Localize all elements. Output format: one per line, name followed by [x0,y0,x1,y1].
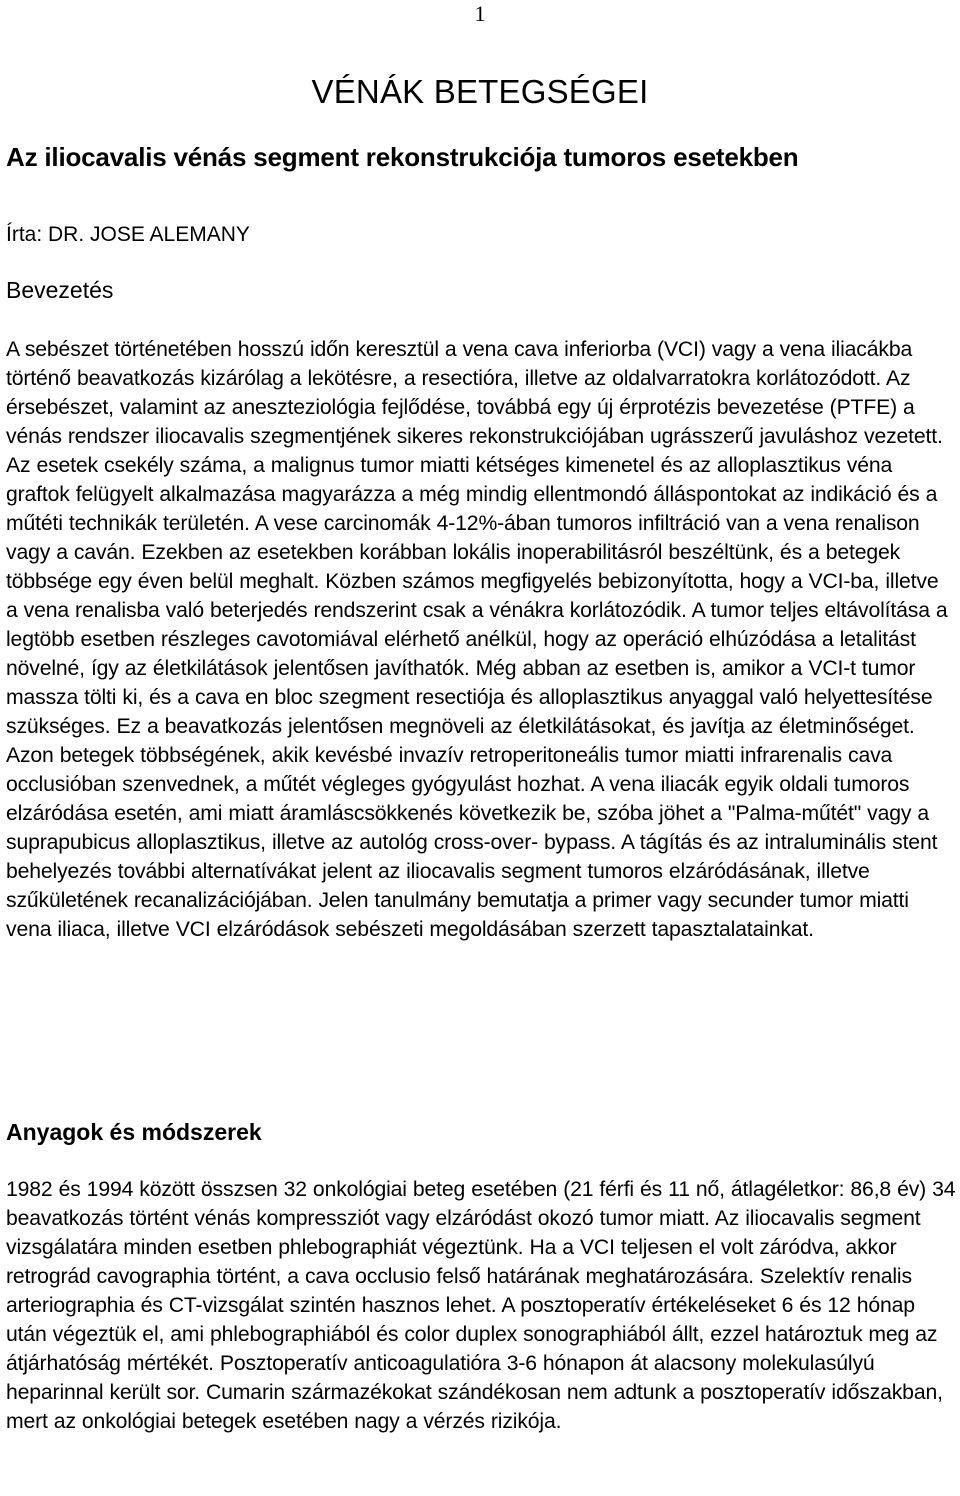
page-number: 1 [474,1,486,26]
section-heading-introduction: Bevezetés [6,277,114,303]
materials-methods-paragraph: 1982 és 1994 között összsen 32 onkológiai beteg esetében (21 férfi és 11 nő, átlagéletkor: 86,8 év) 34 beavatkozás történt vénás kompressziót vagy elzáródást okozó tumor miatt. Az iliocavalis segment vizsgálatára minden esetben phlebographiát végeztünk. Ha a VCI teljesen el volt záródva, akkor retrográd cavographia történt, a cava occlusio felső határának meghatározására. Szelektív renalis arteriographia és CT-vizsgálat szintén hasznos lehet. A posztoperatív értékeléseket 6 és 12 hónap után végeztük el, ami phlebographiából és color duplex sonographiából állt, ezzel határoztuk meg az átjárhatóság mértékét. Posztoperatív anticoagulatióra 3-6 hónapon át alacsony molekulasúlyú heparinnal került sor. Cumarin származékokat szándékosan nem adtunk a posztoperatív időszakban, mert az onkológiai betegek esetében nagy a vérzés rizikója. [6,1178,956,1433]
document-subtitle: Az iliocavalis vénás segment rekonstrukciója tumoros esetekben [6,142,799,172]
section-heading-materials-methods: Anyagok és módszerek [6,1119,262,1145]
document-title: VÉNÁK BETEGSÉGEI [311,73,649,110]
author-line: Írta: DR. JOSE ALEMANY [6,223,250,246]
introduction-paragraph: A sebészet történetében hosszú időn keresztül a vena cava inferiorba (VCI) vagy a vena iliacákba történő beavatkozás kizárólag a lekötésre, a resectióra, illetve az oldalvarratokra korlátozódott. Az érsebészet, valamint az aneszteziológia fejlődése, továbbá egy új érprotézis bevezetése (PTFE) a vénás rendszer iliocavalis szegmentjének sikeres rekonstrukciójában ugrásszerű javuláshoz vezetett. Az esetek csekély száma, a malignus tumor miatti kétséges kimenetel és az alloplasztikus véna graftok felügyelt alkalmazása magyarázza a még mindig ellentmondó álláspontokat az indikáció és a műtéti technikák területén. A vese carcinomák 4-12%-ában tumoros infiltráció van a vena renalison vagy a caván. Ezekben az esetekben korábban lokális inoperabilitásról beszéltünk, és a betegek többsége egy éven belül meghalt. Közben számos megfigyelés bebizonyította, hogy a VCI-ba, illetve a vena renalisba való beterjedés rendszerint csak a vénákra korlátozódik. A tumor teljes eltávolítása a legtöbb esetben részleges cavotomiával elérhető anélkül, hogy az operáció elhúzódása a letalitást növelné, így az életkilátások jelentősen javíthatók. Még abban az esetben is, amikor a VCI-t tumor massza tölti ki, és a cava en bloc szegment resectiója és alloplasztikus anyaggal való helyettesítése szükséges. Ez a beavatkozás jelentősen megnöveli az életkilátásokat, és javítja az életminőséget. Azon betegek többségének, akik kevésbé invazív retroperitoneális tumor miatti infrarenalis cava occlusióban szenvednek, a műtét végleges gyógyulást hozhat. A vena iliacák egyik oldali tumoros elzáródása esetén, ami miatt áramláscsökkenés következik be, szóba jöhet a "Palma-műtét" vagy a suprapubicus alloplasztikus, illetve az autológ cross-over- bypass. A tágítás és az intraluminális stent behelyezés további alternatívákat jelent az iliocavalis segment tumoros elzáródásának, illetve szűkületének recanalizációjában. Jelen tanulmány bemutatja a primer vagy secunder tumor miatti vena iliaca, illetve VCI elzáródások sebészeti megoldásában szerzett tapasztalatainkat. [6,338,948,941]
